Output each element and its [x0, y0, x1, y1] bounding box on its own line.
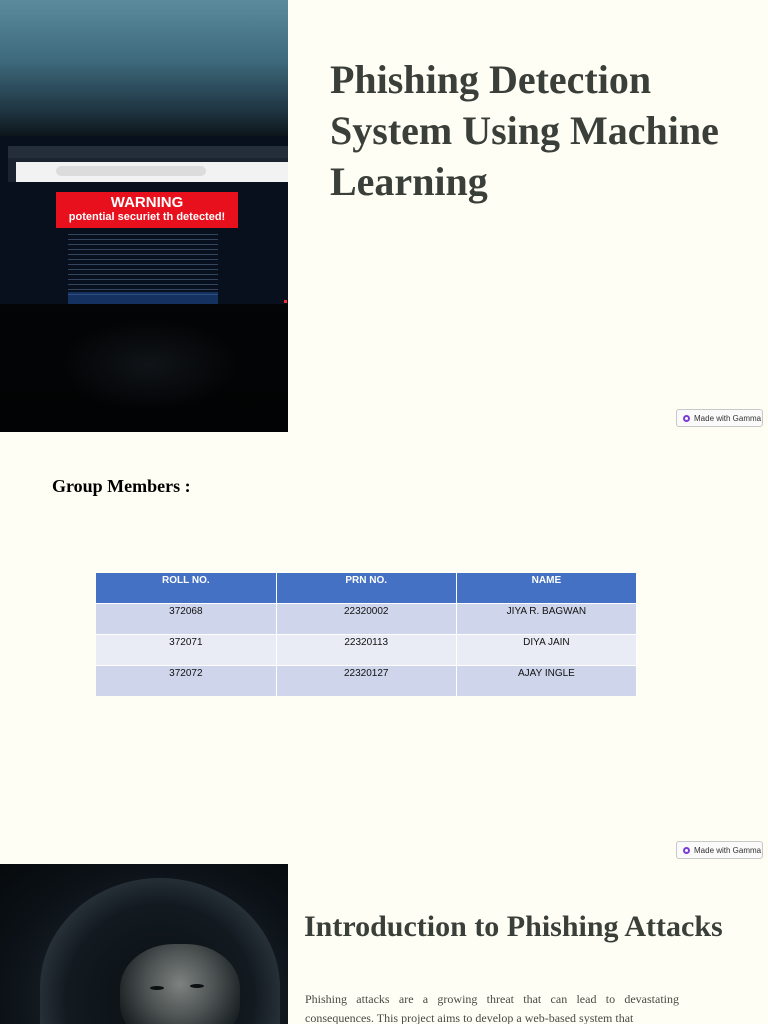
- column-header-prn: PRN NO.: [276, 573, 456, 603]
- eye-shape: [150, 986, 164, 990]
- prn-cell: 22320127: [276, 665, 456, 696]
- badge-label: Made with Gamma: [694, 845, 762, 855]
- table-row: [96, 665, 637, 696]
- warning-banner: [56, 192, 238, 228]
- prn-cell: 22320113: [276, 634, 456, 665]
- roll-cell: 372068: [96, 603, 276, 634]
- group-members-slide: [0, 432, 768, 864]
- members-table: [96, 573, 637, 696]
- name-cell: DIYA JAIN: [456, 634, 636, 665]
- warning-subtitle: potential securiet th detected!: [68, 211, 226, 223]
- made-with-gamma-badge[interactable]: [676, 409, 763, 427]
- table-header-row: [96, 573, 637, 603]
- made-with-gamma-badge[interactable]: [676, 841, 763, 859]
- warning-link: [68, 292, 218, 304]
- url-field: [56, 166, 206, 176]
- slide-title: Introduction to Phishing Attacks: [304, 910, 723, 943]
- introduction-slide: [0, 864, 768, 1024]
- roll-cell: 372071: [96, 634, 276, 665]
- browser-chrome: [8, 146, 288, 182]
- table-row: [96, 603, 637, 634]
- hooded-hacker-image: [0, 864, 288, 1024]
- laptop-warning-image: [0, 0, 288, 432]
- table-row: [96, 634, 637, 665]
- warning-body-text: [68, 234, 218, 298]
- name-cell: JIYA R. BAGWAN: [456, 603, 636, 634]
- browser-tabs: [8, 146, 288, 158]
- warning-title: WARNING: [110, 194, 184, 211]
- column-header-roll: ROLL NO.: [96, 573, 276, 603]
- badge-label: Made with Gamma: [694, 413, 762, 423]
- laptop-screen: [0, 136, 288, 304]
- roll-cell: 372072: [96, 665, 276, 696]
- intro-paragraph: Phishing attacks are a growing threat that can lead to devastating consequences. This project aims to develop a web-based system that: [305, 992, 679, 1024]
- members-heading: Group Members :: [52, 476, 191, 496]
- eye-shape: [190, 984, 204, 988]
- browser-url-bar: [16, 162, 288, 182]
- title-slide: [0, 0, 768, 432]
- prn-cell: 22320002: [276, 603, 456, 634]
- status-led: [284, 300, 287, 303]
- column-header-name: NAME: [456, 573, 636, 603]
- gamma-logo-icon: [683, 415, 690, 422]
- keyboard-area: [60, 320, 240, 410]
- slide-title: Phishing Detection System Using Machine Learning: [330, 57, 719, 204]
- face-shape: [120, 944, 240, 1024]
- gamma-logo-icon: [683, 847, 690, 854]
- name-cell: AJAY INGLE: [456, 665, 636, 696]
